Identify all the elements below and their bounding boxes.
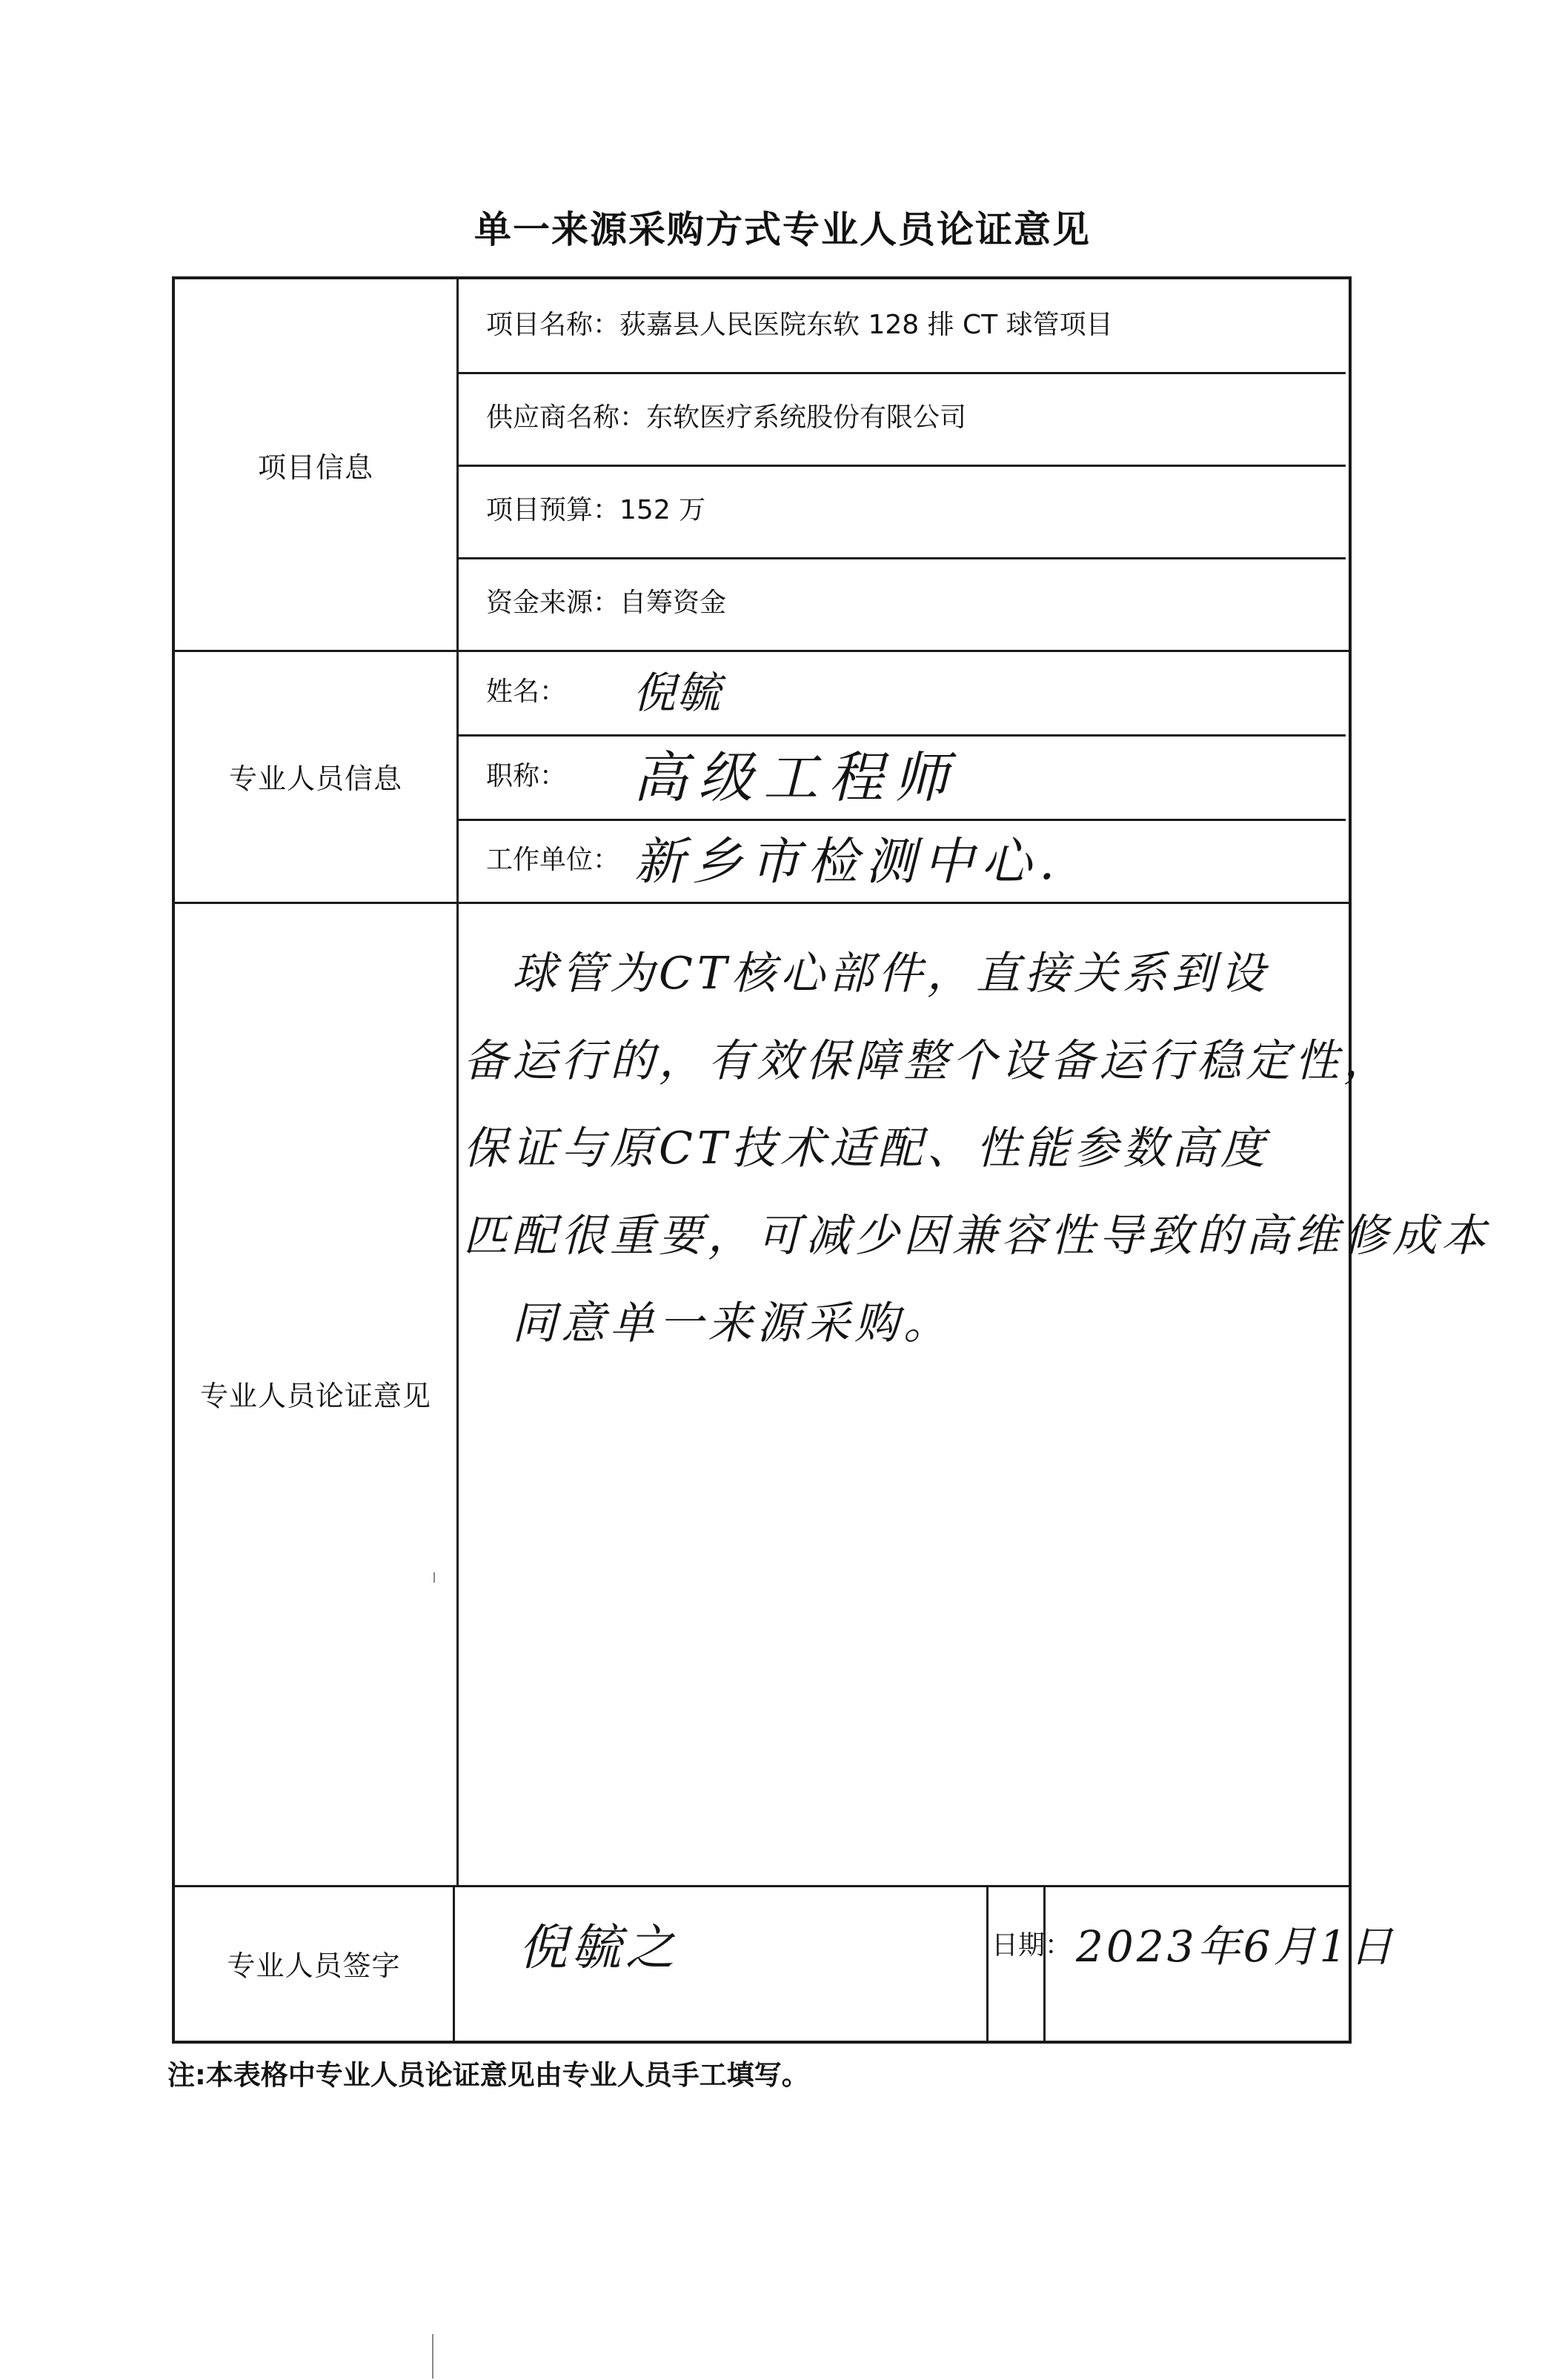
opinion-section-label: 专业人员论证意见	[199, 1380, 431, 1412]
opinion-text	[463, 930, 1490, 1367]
opinion-line: 保证与原CT技术适配、性能参数高度	[463, 1123, 1269, 1174]
funding-value: 自筹资金	[619, 588, 727, 618]
expert-info-label: 专业人员信息	[228, 762, 402, 795]
budget-field	[474, 462, 1334, 554]
opinion-line: 匹配很重要，可减少因兼容性导致的高维修成本	[463, 1210, 1490, 1262]
expert-title-field	[474, 731, 1334, 816]
expert-name-value: 倪毓	[633, 668, 722, 718]
scan-mark	[432, 2334, 433, 2379]
expert-unit-field	[474, 816, 1334, 899]
column-divider	[456, 279, 459, 1885]
project-name-label: 项目名称：	[486, 310, 620, 340]
expert-title-value: 高级工程师	[633, 746, 960, 810]
signature-label: 专业人员签字	[227, 1949, 401, 1982]
expert-name-label: 姓名：	[486, 676, 567, 707]
expert-unit-label: 工作单位：	[486, 844, 620, 875]
budget-label: 项目预算：	[486, 495, 620, 525]
budget-value: 152 万	[619, 495, 706, 525]
project-name-value: 荻嘉县人民医院东软 128 排 CT 球管项目	[619, 310, 1113, 340]
supplier-value: 东软医疗系统股份有限公司	[646, 402, 967, 433]
footnote: 注:本表格中专业人员论证意见由专业人员手工填写。	[167, 2059, 809, 2091]
column-divider	[453, 1885, 455, 2041]
date-label: 日期：	[991, 1929, 1072, 1961]
funding-field	[474, 554, 1334, 647]
opinion-line: 备运行的，有效保障整个设备运行稳定性，	[463, 1035, 1392, 1087]
supplier-label: 供应商名称：	[486, 402, 647, 433]
date-field	[991, 1912, 1395, 1974]
signature-value: 倪毓之	[519, 1919, 679, 1976]
project-info-label: 项目信息	[257, 451, 373, 484]
supplier-field	[474, 369, 1334, 462]
opinion-line: 同意单一来源采购。	[463, 1297, 952, 1349]
funding-label: 资金来源：	[486, 588, 620, 618]
scan-mark	[433, 1572, 435, 1583]
expert-unit-value: 新乡市检测中心.	[634, 832, 1063, 891]
expert-title-label: 职称：	[486, 760, 567, 791]
project-name-field	[474, 276, 1334, 369]
opinion-line: 球管为CT核心部件，直接关系到设	[463, 948, 1269, 1000]
page-title: 单一来源采购方式专业人员论证意见	[474, 207, 1091, 251]
date-value: 2023年6月1日	[1076, 1921, 1396, 1972]
expert-name-field	[474, 647, 1334, 731]
column-divider	[986, 1885, 988, 2041]
